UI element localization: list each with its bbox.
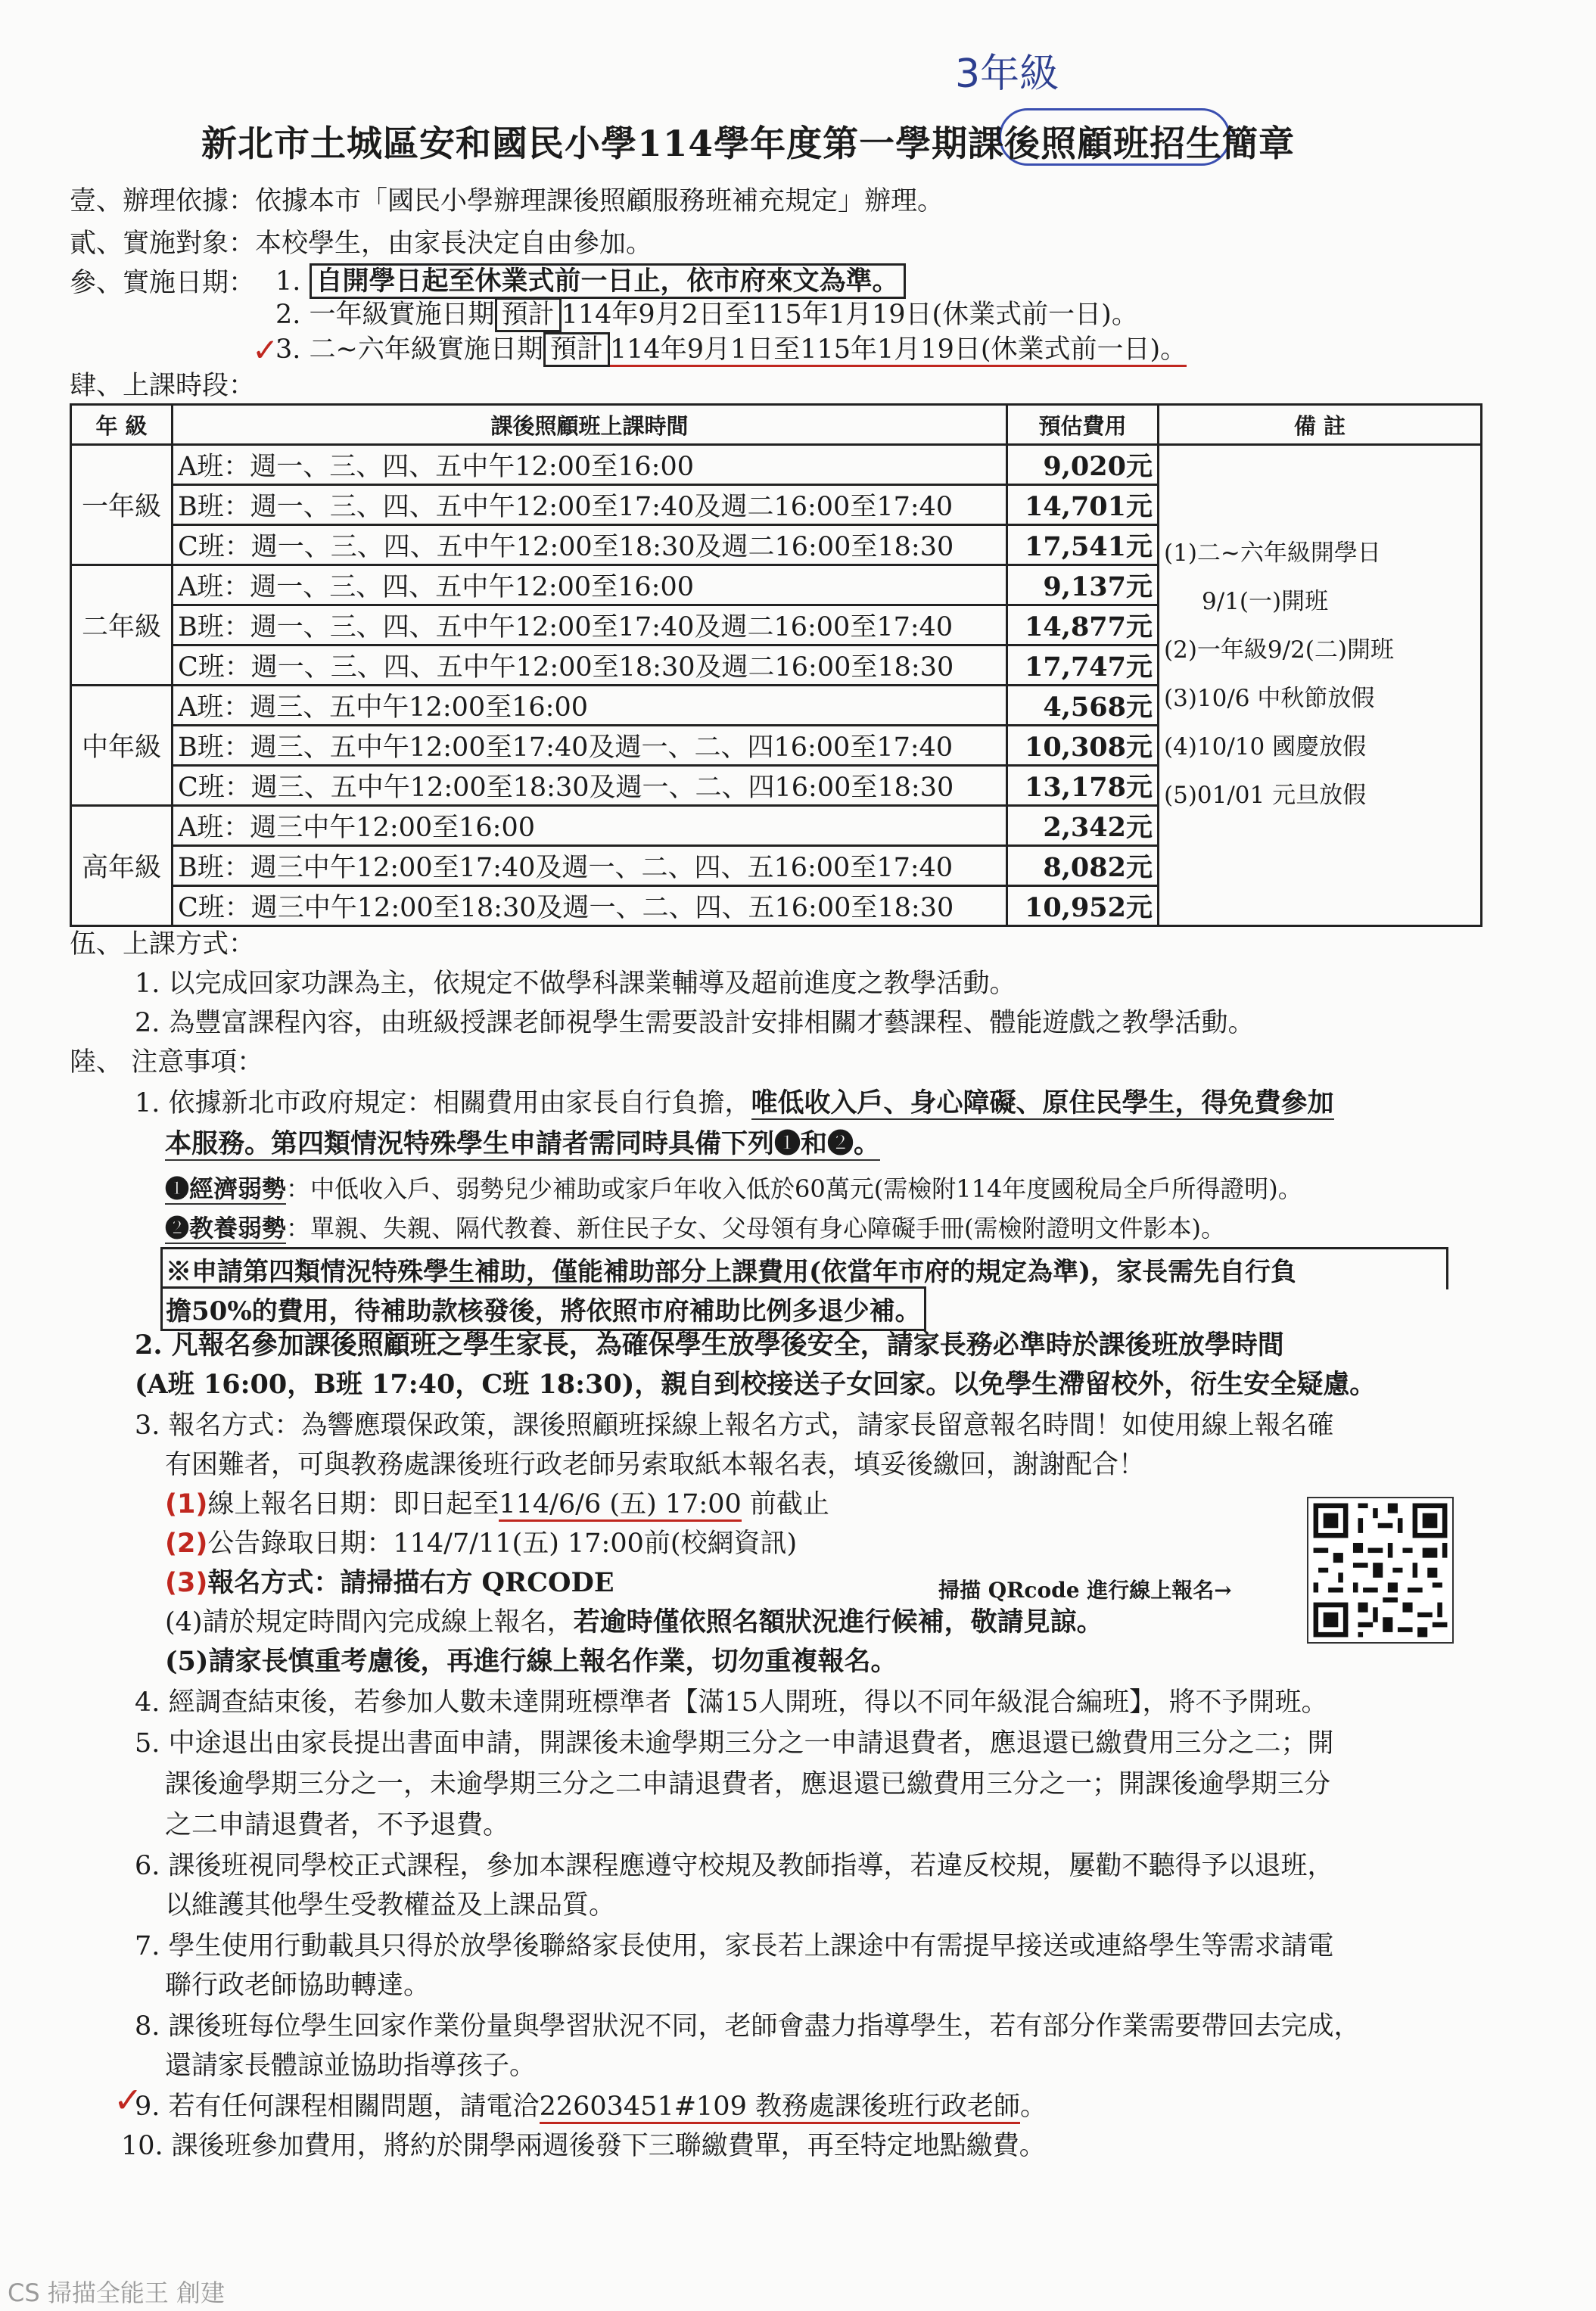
time-cell: B班：週三、五中午12:00至17:40及週一、二、四16:00至17:40 [173,726,1007,766]
estimate-box: 預計 [495,297,562,332]
time-cell: B班：週一、三、四、五中午12:00至17:40及週二16:00至17:40 [173,605,1007,645]
fee-cell: 14,877元 [1007,605,1159,645]
section-3-item-2: 2. 一年級實施日期 預計 114年9月2日至115年1月19日(休業式前一日)。 [275,298,1138,331]
time-cell: A班：週一、三、四、五中午12:00至16:00 [173,565,1007,605]
fee-cell: 2,342元 [1007,806,1159,846]
notice-3-item-5: (5)請家長慎重考慮後，再進行線上報名作業，切勿重複報名。 [165,1646,898,1677]
section-2-text: 本校學生，由家長決定自由參加。 [255,229,653,259]
notice-3-item-4: (4)請於規定時間內完成線上報名，若逾時僅依照名額狀況進行候補，敬請見諒。 [165,1607,1103,1638]
notice-4: 4. 經調查結束後，若參加人數未達開班標準者【滿15人開班，得以不同年級混合編班】，將不予開班。 [135,1687,1328,1718]
header-grade: 年 級 [71,405,173,445]
date-rule-box: 自開學日起至休業式前一日止，依市府來文為準。 [310,263,906,299]
time-cell: C班：週一、三、四、五中午12:00至18:30及週二16:00至18:30 [173,645,1007,686]
fee-cell: 9,020元 [1007,445,1159,485]
contact-phone: 22603451#109 教務處課後班行政老師 [540,2092,1020,2124]
notice-7-line-2: 聯行政老師協助轉達。 [165,1970,431,2001]
notice-1-line-2: 本服務。第四類情況特殊學生申請者需同時具備下列❶和❷。 [165,1128,881,1159]
section-3-label: 參、實施日期： [70,268,256,298]
time-cell: A班：週三、五中午12:00至16:00 [173,686,1007,726]
section-6-label: 陸、 注意事項： [70,1047,264,1078]
note-line: (1)二~六年級開學日 [1164,540,1381,567]
qrcode-icon [1308,1498,1452,1642]
notice-8-line-1: 8. 課後班每位學生回家作業份量與學習狀況不同，老師會盡力指導學生，若有部分作業需要帶回去完成， [135,2011,1361,2042]
notice-3-line-2: 有困難者，可與教務處課後班行政老師另索取紙本報名表，填妥後繳回，謝謝配合！ [165,1450,1146,1480]
section-5-item-1: 1. 以完成回家功課為主，依規定不做學科課業輔導及超前進度之教學活動。 [135,969,1016,999]
notice-7-line-1: 7. 學生使用行動載具只得於放學後聯絡家長使用，家長若上課途中有需提早接送或連絡學生等需求請電 [135,1931,1334,1961]
section-3-item-3: 3. 二~六年級實施日期 預計 114年9月1日至115年1月19日(休業式前一日)。 [275,333,1187,366]
notice-10: 10. 課後班參加費用，將約於開學兩週後發下三聯繳費單，再至特定地點繳費。 [121,2131,1046,2161]
notice-3-item-2: (2)公告錄取日期：114/7/11(五) 17:00前(校網資訊) [165,1529,798,1559]
grade-cell: 中年級 [71,686,173,806]
time-cell: C班：週三、五中午12:00至18:30及週一、二、四16:00至18:30 [173,766,1007,806]
notice-8-line-2: 還請家長體諒並協助指導孩子。 [165,2051,537,2081]
time-cell: A班：週一、三、四、五中午12:00至16:00 [173,445,1007,485]
estimate-box: 預計 [543,332,610,367]
section-1 [70,185,944,218]
notice-6-line-2: 以維護其他學生受教權益及上課品質。 [165,1890,616,1921]
schedule-table [70,403,1482,927]
subsidy-box-line-2: 擔50%的費用，待補助款核發後，將依照市府補助比例多退少補。 [160,1286,926,1331]
notice-1-economic: ❶經濟弱勢：中低收入戶、弱勢兒少補助或家戶年收入低於60萬元(需檢附114年度國稅局全戶所得證明)。 [165,1174,1302,1203]
notice-1-line-1: 1. 依據新北市政府規定：相關費用由家長自行負擔，唯低收入戶、身心障礙、原住民學生，得免費參加 [135,1087,1334,1118]
notice-3-line-1: 3. 報名方式：為響應環保政策，課後照顧班採線上報名方式，請家長留意報名時間！如使用線上報名確 [135,1411,1334,1441]
grade-cell: 二年級 [71,565,173,686]
subsidy-box-line-1: ※申請第四類情況特殊學生補助，僅能補助部分上課費用(依當年市府的規定為準)，家長需先自行負 [160,1247,1448,1289]
scan-qrcode-hint: 掃描 QRcode 進行線上報名→ [938,1578,1232,1603]
note-line: (4)10/10 國慶放假 [1164,733,1367,760]
section-2-label: 貳、實施對象： [70,229,256,259]
header-notes: 備 註 [1159,405,1482,445]
notice-3-item-1: (1)線上報名日期：即日起至114/6/6 (五) 17:00 前截止 [165,1488,829,1521]
header-time: 課後照顧班上課時間 [173,405,1007,445]
notice-5-line-3: 之二申請退費者，不予退費。 [165,1810,510,1840]
note-line: (3)10/6 中秋節放假 [1164,685,1375,712]
red-check-mark: ✓ [252,331,279,369]
section-4-label: 肆、上課時段： [70,371,256,401]
scanner-watermark: CS 掃描全能王 創建 [8,2278,226,2307]
section-1-label: 壹、辦理依據： [70,186,256,216]
fee-cell: 10,308元 [1007,726,1159,766]
notice-3-item-3: (3)報名方式：請掃描右方 QRCODE [165,1567,614,1598]
table-row [71,445,1482,485]
time-cell: C班：週三中午12:00至18:30及週一、二、四、五16:00至18:30 [173,886,1007,926]
section-1-text: 依據本市「國民小學辦理課後照顧服務班補充規定」辦理。 [255,186,944,216]
register-deadline: 114/6/6 (五) 17:00 [499,1489,741,1522]
fee-cell: 4,568元 [1007,686,1159,726]
section-2 [70,227,652,260]
notice-2-line-1: 2. 凡報名參加課後照顧班之學生家長，為確保學生放學後安全，請家長務必準時於課後班放學時間 [135,1330,1284,1361]
time-cell: C班：週一、三、四、五中午12:00至18:30及週二16:00至18:30 [173,525,1007,565]
fee-cell: 10,952元 [1007,886,1159,926]
registration-qrcode[interactable] [1307,1497,1454,1644]
fee-cell: 17,541元 [1007,525,1159,565]
notice-5-line-2: 課後逾學期三分之一，未逾學期三分之二申請退費者，應退還已繳費用三分之一；開課後逾學期三分 [165,1769,1331,1799]
header-fee: 預估費用 [1007,405,1159,445]
fee-cell: 17,747元 [1007,645,1159,686]
handwritten-grade-note: 3年級 [955,51,1059,97]
notice-2-line-2: (A班 16:00，B班 17:40，C班 18:30)，親自到校接送子女回家。以免學生滯留校外，衍生安全疑慮。 [135,1369,1377,1400]
section-5-item-2: 2. 為豐富課程內容，由班級授課老師視學生需要設計安排相關才藝課程、體能遊戲之教學活動。 [135,1008,1255,1038]
fee-cell: 14,701元 [1007,485,1159,525]
fee-cell: 9,137元 [1007,565,1159,605]
note-line: (2)一年級9/2(二)開班 [1164,636,1394,664]
notes-cell [1159,445,1482,926]
notice-9: 9. 若有任何課程相關問題，請電洽22603451#109 教務處課後班行政老師。 [135,2090,1047,2123]
note-line: 9/1(一)開班 [1202,588,1329,615]
fee-cell: 8,082元 [1007,846,1159,886]
note-line: (5)01/01 元旦放假 [1164,782,1367,809]
grade-cell: 高年級 [71,806,173,926]
grade-cell: 一年級 [71,445,173,565]
notice-6-line-1: 6. 課後班視同學校正式課程，參加本課程應遵守校規及教師指導，若違反校規，屢勸不聽得予以退班， [135,1851,1334,1881]
time-cell: A班：週三中午12:00至16:00 [173,806,1007,846]
red-check-mark: ✓ [114,2079,143,2120]
section-3-item-1: 1. 自開學日起至休業式前一日止，依市府來文為準。 [275,265,906,298]
notice-5-line-1: 5. 中途退出由家長提出書面申請，開課後未逾學期三分之一申請退費者，應退還已繳費用三分之二；開 [135,1728,1334,1759]
page-title: 新北市土城區安和國民小學114學年度第一學期課後照顧班招生簡章 [201,123,1296,165]
table-header-row [71,405,1482,445]
time-cell: B班：週一、三、四、五中午12:00至17:40及週二16:00至17:40 [173,485,1007,525]
notice-1-education: ❷教養弱勢：單親、失親、隔代教養、新住民子女、父母領有身心障礙手冊(需檢附證明文件影本)。 [165,1214,1225,1243]
section-5-label: 伍、上課方式： [70,929,256,960]
time-cell: B班：週三中午12:00至17:40及週一、二、四、五16:00至17:40 [173,846,1007,886]
fee-cell: 13,178元 [1007,766,1159,806]
